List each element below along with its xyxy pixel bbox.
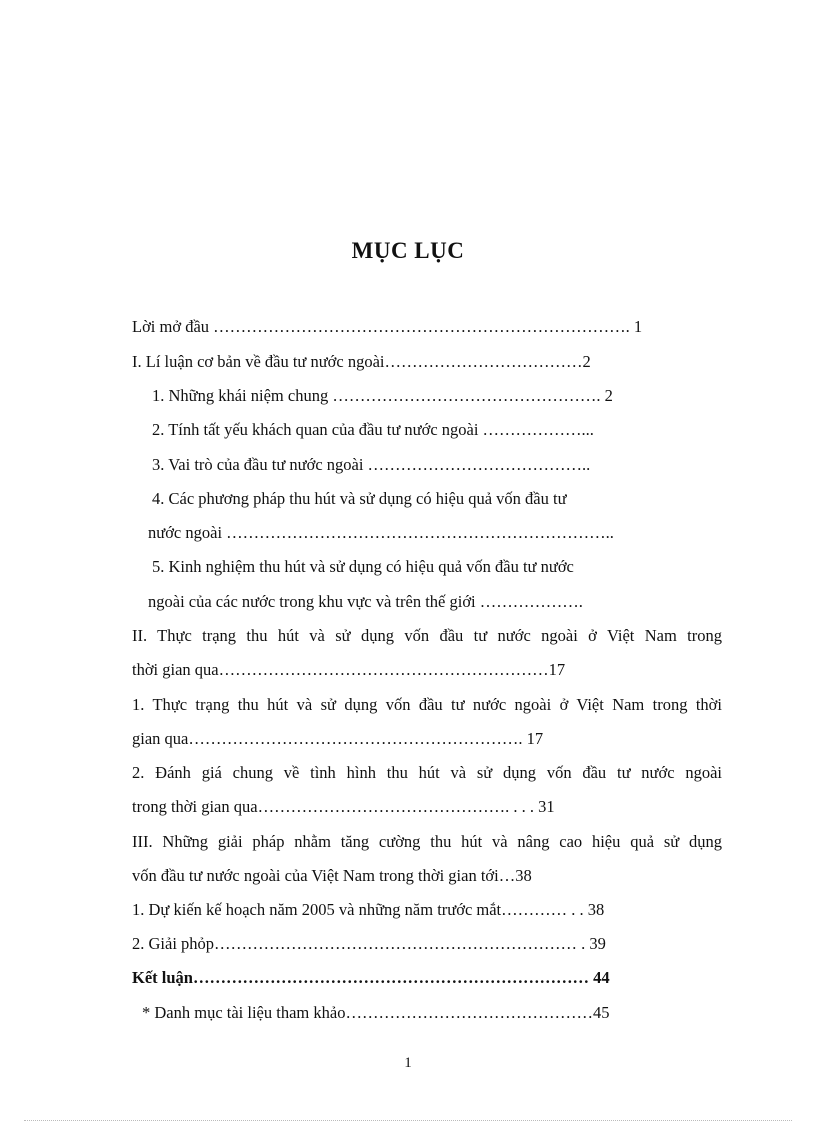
page-number: 1 [404, 1055, 412, 1071]
toc-entry-1-2[interactable]: 2. Tính tất yếu khách quan của đầu tư nước ngoài ………………... [152, 420, 594, 439]
page-bottom-dotted-rule [24, 1120, 792, 1121]
toc-entry-3-2[interactable]: 2. Giải phỏp………………………………………………………… . 39 [132, 934, 606, 953]
toc-entry-part-1[interactable]: I. Lí luận cơ bản về đầu tư nước ngoài………………………………2 [132, 352, 591, 371]
toc-entry-2-1[interactable]: 1. Thực trạng thu hút và sử dụng vốn đầu tư nước ngoài ở Việt Nam trong thời [132, 695, 722, 714]
toc-entry-references[interactable]: * Danh mục tài liệu tham khảo………………………………………45 [142, 1003, 610, 1022]
page-title: MỤC LỤC [351, 238, 465, 263]
toc-entry-part-3[interactable]: III. Những giải pháp nhằm tăng cường thu hút và nâng cao hiệu quả sử dụng [132, 832, 722, 851]
toc-entry-3-1[interactable]: 1. Dự kiến kế hoạch năm 2005 và những năm trước mắt………… . . 38 [132, 900, 605, 919]
toc-entry-2-2[interactable]: 2. Đánh giá chung về tình hình thu hút và sử dụng vốn đầu tư nước ngoài [132, 763, 722, 782]
toc-entry-1-4[interactable]: 4. Các phương pháp thu hút và sử dụng có hiệu quả vốn đầu tư [152, 489, 567, 508]
toc-entry-2-1-cont[interactable]: gian qua……………………………………………………. 17 [132, 729, 544, 748]
toc-entry-part-2-cont[interactable]: thời gian qua……………………………………………………17 [132, 660, 566, 679]
toc-entry-conclusion[interactable]: Kết luận……………………………………………………………… 44 [132, 968, 610, 987]
toc-entry-2-2-cont[interactable]: trong thời gian qua………………………………………. . . . 31 [132, 797, 555, 816]
toc-entry-1-5[interactable]: 5. Kinh nghiệm thu hút và sử dụng có hiệu quả vốn đầu tư nước [152, 557, 574, 576]
toc-entry-1-5-cont[interactable]: ngoài của các nước trong khu vực và trên thế giới ………………. [148, 592, 583, 611]
toc-entry-1-3[interactable]: 3. Vai trò của đầu tư nước ngoài ………………………………….. [152, 455, 591, 474]
toc-entry-part-2[interactable]: II. Thực trạng thu hút và sử dụng vốn đầu tư nước ngoài ở Việt Nam trong [132, 626, 722, 645]
toc-entry-part-3-cont[interactable]: vốn đầu tư nước ngoài của Việt Nam trong thời gian tới…38 [132, 866, 532, 885]
toc-entry-1-1[interactable]: 1. Những khái niệm chung …………………………………………. 2 [152, 386, 613, 405]
toc-entry-1-4-cont[interactable]: nước ngoài …………………………………………………………….. [148, 523, 614, 542]
toc-entry-intro[interactable]: Lời mở đầu …………………………………………………………………. 1 [132, 317, 643, 336]
